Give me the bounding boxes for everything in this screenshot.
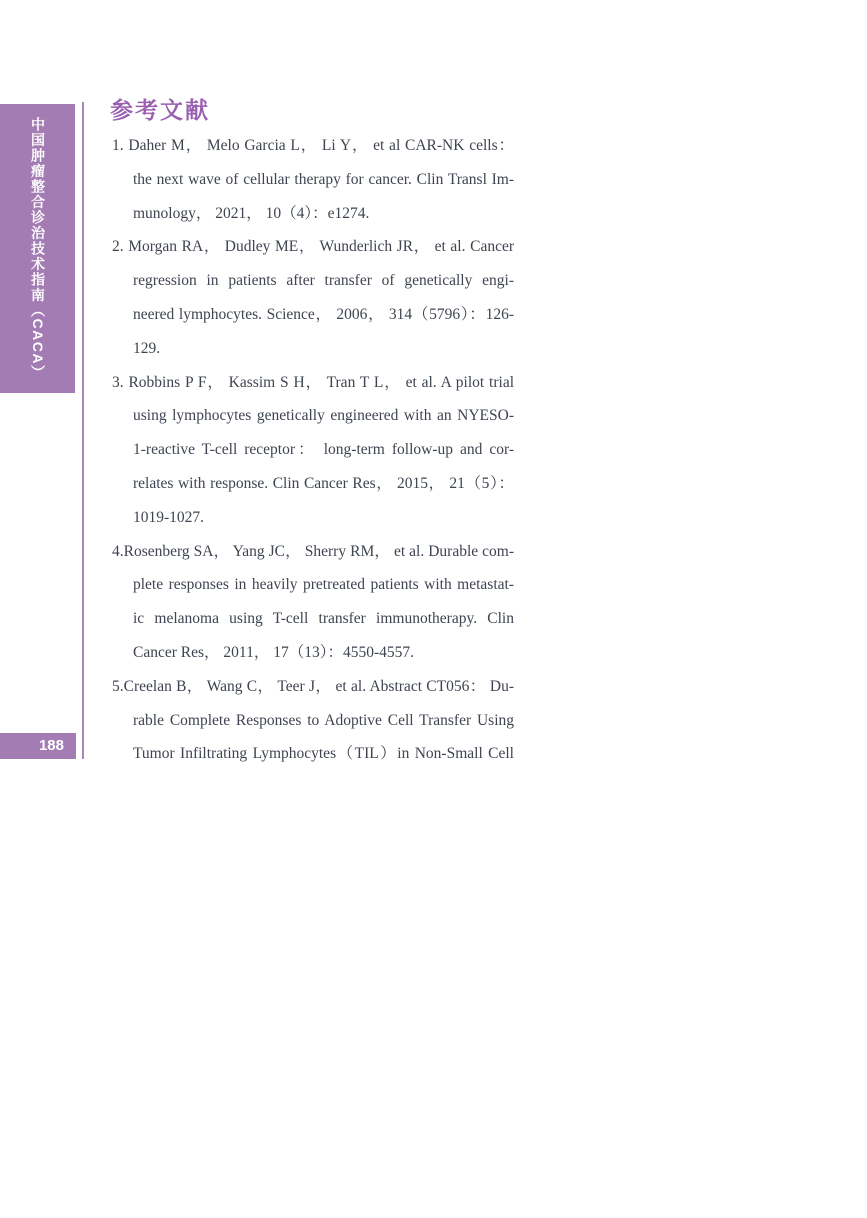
- reference-line: 3. Robbins P F， Kassim S H， Tran T L， et al. A pilot trial: [112, 373, 514, 391]
- reference-line: 1019-1027.: [133, 508, 205, 526]
- reference-line: regression in patients after transfer of genetically engi-: [133, 272, 514, 290]
- sidebar-spine: [0, 104, 75, 393]
- reference-line: 1. Daher M， Melo Garcia L， Li Y， et al CAR-NK cells：: [112, 137, 514, 154]
- divider-line: [82, 102, 84, 759]
- reference-item: [112, 366, 514, 535]
- spine-title: 中国肿瘤整合诊治技术指南（CACA）: [30, 116, 46, 381]
- reference-line: neered lymphocytes. Science， 2006， 314（5796）：126-: [133, 305, 514, 323]
- reference-line: 1-reactive T-cell receptor： long-term follow-up and cor-: [133, 441, 514, 459]
- reference-line: using lymphocytes genetically engineered with an NYESO-: [133, 407, 514, 425]
- reference-line: 2. Morgan RA， Dudley ME， Wunderlich JR， et al. Cancer: [112, 238, 514, 256]
- reference-item: [112, 535, 514, 670]
- reference-line: ic melanoma using T-cell transfer immunotherapy. Clin: [133, 610, 514, 628]
- reference-line: the next wave of cellular therapy for cancer. Clin Transl Im-: [133, 170, 514, 188]
- reference-line: Tumor Infiltrating Lymphocytes（TIL）in Non-Small Cell: [133, 745, 514, 763]
- references-heading: 参考文献: [110, 97, 210, 123]
- reference-line: Cancer Res， 2011， 17（13）：4550-4557.: [133, 643, 414, 661]
- reference-line: 129.: [133, 339, 161, 357]
- reference-line: 5.Creelan B， Wang C， Teer J， et al. Abstract CT056： Du-: [112, 677, 514, 695]
- reference-line: rable Complete Responses to Adoptive Cell Transfer Using: [133, 711, 514, 729]
- references-list: [112, 129, 514, 771]
- reference-line: relates with response. Clin Cancer Res， 2015， 21（5）：: [133, 474, 514, 492]
- reference-line: munology， 2021， 10（4）：e1274.: [133, 204, 370, 222]
- reference-item: [112, 129, 514, 230]
- reference-item: [112, 670, 514, 771]
- reference-item: [112, 230, 514, 365]
- reference-line: plete responses in heavily pretreated patients with metastat-: [133, 576, 514, 594]
- page-number-badge: 188: [0, 733, 76, 759]
- reference-line: 4.Rosenberg SA， Yang JC， Sherry RM， et al. Durable com-: [112, 542, 514, 560]
